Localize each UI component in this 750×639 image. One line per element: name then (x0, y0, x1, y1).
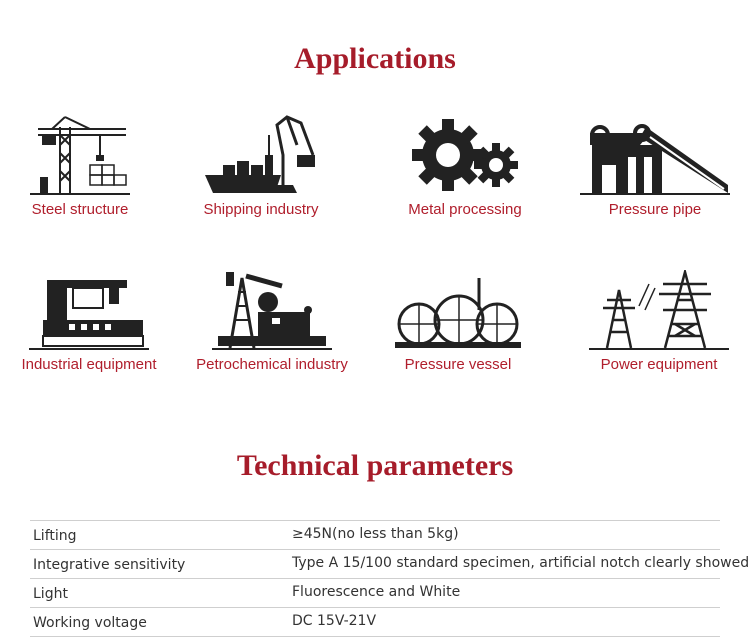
technical-parameters-title: Technical parameters (236, 449, 514, 482)
application-shipping-industry (171, 115, 351, 218)
applications-title: Applications (294, 42, 456, 75)
pipe-plant-icon (580, 115, 730, 195)
application-label: Pressure pipe (608, 201, 702, 218)
column-gap (266, 521, 288, 549)
application-label: Petrochemical industry (196, 356, 348, 373)
application-power-equipment (569, 270, 749, 373)
application-label: Steel structure (31, 201, 129, 218)
application-pressure-vessel (368, 270, 548, 373)
machine-icon (29, 270, 149, 350)
application-label: Industrial equipment (21, 356, 157, 373)
application-pressure-pipe (565, 115, 745, 218)
application-label: Metal processing (408, 201, 522, 218)
parameter-name: Working voltage (33, 615, 147, 631)
application-label: Power equipment (600, 356, 718, 373)
application-steel-structure (0, 115, 170, 218)
tower-crane-icon (30, 115, 130, 195)
parameter-value: Type A 15/100 standard specimen, artificial notch clearly showed (292, 555, 750, 571)
application-label: Pressure vessel (404, 356, 512, 373)
parameter-name: Light (33, 586, 68, 602)
application-industrial-equipment (0, 270, 179, 373)
parameter-value: ≥45N(no less than 5kg) (292, 526, 459, 542)
column-gap (266, 608, 288, 636)
application-metal-processing (375, 115, 555, 218)
table-row (30, 608, 720, 637)
application-label: Shipping industry (203, 201, 319, 218)
parameter-name: Integrative sensitivity (33, 557, 186, 573)
table-row (30, 520, 720, 550)
application-petrochemical-industry (182, 270, 362, 373)
column-gap (266, 550, 288, 578)
parameters-table (30, 520, 750, 637)
oil-pump-icon (212, 270, 332, 350)
parameter-name: Lifting (33, 528, 77, 544)
table-row (30, 579, 720, 608)
power-tower-icon (589, 270, 729, 350)
parameter-value: DC 15V-21V (292, 613, 377, 629)
column-gap (266, 579, 288, 607)
gears-icon (410, 115, 520, 195)
parameter-value: Fluorescence and White (292, 584, 461, 600)
spherical-tanks-icon (393, 270, 523, 350)
cargo-ship-icon (201, 115, 321, 195)
table-row (30, 550, 750, 579)
